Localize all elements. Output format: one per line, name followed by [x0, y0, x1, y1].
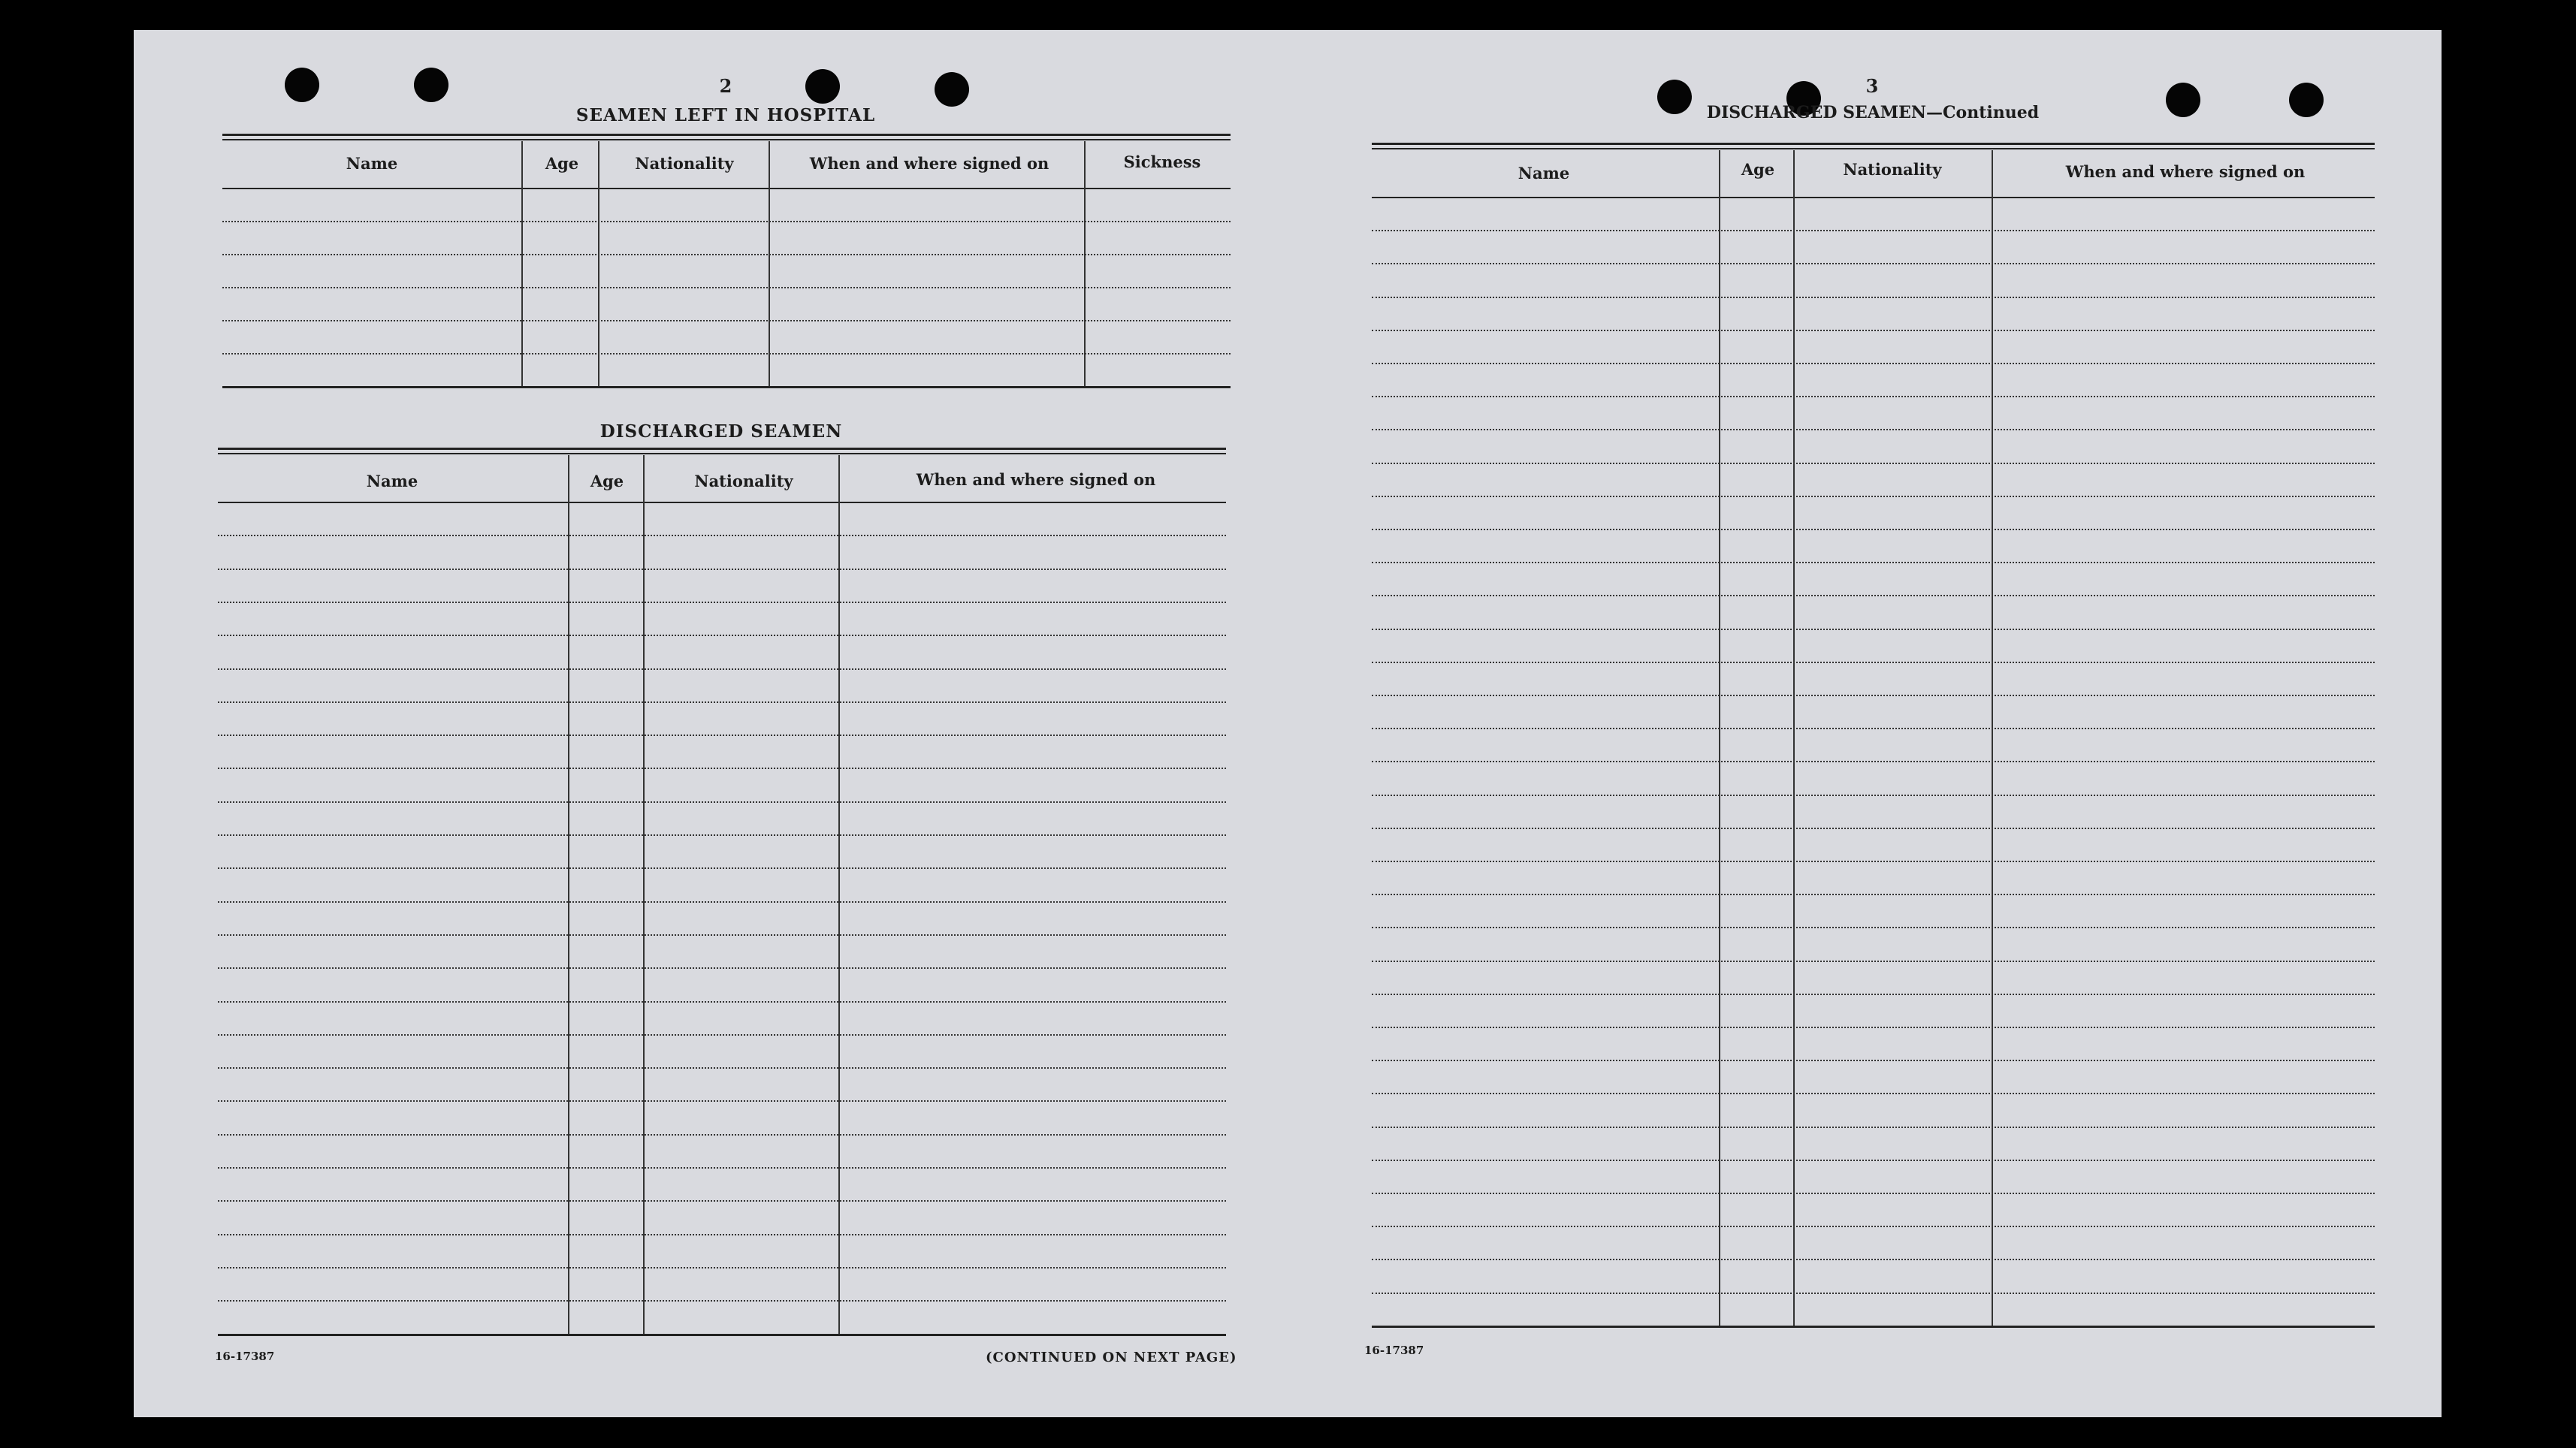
- column-header-name: Name: [366, 472, 418, 490]
- double-rule: [222, 139, 1231, 140]
- table-row: [218, 735, 1226, 736]
- table-row: [1372, 961, 2375, 962]
- table-row: [1372, 1226, 2375, 1227]
- table-row: [218, 1267, 1226, 1269]
- table-row: [1372, 927, 2375, 928]
- header-rule: [222, 188, 1231, 189]
- column-divider: [598, 141, 599, 386]
- column-header-age: Age: [1741, 160, 1775, 179]
- page-number: 2: [719, 75, 732, 97]
- table-row: [1372, 629, 2375, 630]
- table-row: [1372, 795, 2375, 796]
- punch-hole: [414, 68, 448, 102]
- table-row: [218, 1234, 1226, 1235]
- table-row: [222, 353, 1231, 354]
- table-row: [1372, 330, 2375, 331]
- table-row: [1372, 994, 2375, 995]
- double-rule: [218, 453, 1226, 454]
- table-row: [1372, 1060, 2375, 1061]
- table-row: [1372, 761, 2375, 762]
- table-row: [218, 1134, 1226, 1136]
- column-header-name: Name: [1518, 164, 1570, 183]
- table-row: [1372, 1027, 2375, 1028]
- column-divider: [521, 141, 523, 386]
- table-row: [1372, 297, 2375, 298]
- section-title-continued: DISCHARGED SEAMEN—Continued: [1706, 103, 2040, 122]
- table-row: [218, 1034, 1226, 1036]
- section-title-hospital: SEAMEN LEFT IN HOSPITAL: [575, 105, 876, 125]
- column-header-nationality: Nationality: [635, 154, 734, 173]
- table-row: [218, 602, 1226, 603]
- column-header-nationality: Nationality: [1843, 160, 1942, 179]
- table-row: [218, 1300, 1226, 1302]
- table-row: [1372, 496, 2375, 497]
- column-divider: [1084, 141, 1086, 386]
- column-header-signed-on: When and where signed on: [916, 470, 1156, 489]
- table-row: [1372, 396, 2375, 397]
- table-row: [218, 834, 1226, 836]
- column-header-signed-on: When and where signed on: [2065, 162, 2306, 181]
- table-row: [218, 701, 1226, 703]
- bottom-rule: [222, 386, 1231, 388]
- column-divider: [568, 455, 569, 1334]
- column-header-name: Name: [346, 154, 398, 173]
- table-row: [1372, 263, 2375, 264]
- double-rule: [218, 448, 1226, 450]
- table-row: [218, 1067, 1226, 1069]
- column-divider: [838, 455, 840, 1334]
- table-row: [222, 320, 1231, 321]
- table-row: [1372, 230, 2375, 231]
- punch-hole: [935, 72, 969, 107]
- table-row: [1372, 662, 2375, 663]
- table-row: [1372, 861, 2375, 862]
- bottom-rule: [1372, 1326, 2375, 1328]
- form-number: 16-17387: [215, 1350, 275, 1363]
- table-row: [222, 287, 1231, 288]
- table-row: [218, 1001, 1226, 1003]
- bottom-rule: [218, 1334, 1226, 1336]
- punch-hole: [2166, 83, 2200, 117]
- table-row: [1372, 1259, 2375, 1260]
- table-row: [1372, 595, 2375, 596]
- table-row: [1372, 363, 2375, 364]
- table-row: [218, 535, 1226, 536]
- table-row: [1372, 429, 2375, 430]
- table-row: [218, 934, 1226, 936]
- column-header-age: Age: [545, 154, 579, 173]
- table-row: [1372, 828, 2375, 829]
- section-title-discharged: DISCHARGED SEAMEN: [599, 421, 843, 442]
- table-row: [1372, 1093, 2375, 1094]
- table-row: [218, 1200, 1226, 1202]
- column-divider: [769, 141, 770, 386]
- table-row: [218, 901, 1226, 903]
- table-row: [1372, 1160, 2375, 1161]
- punch-hole: [805, 69, 840, 104]
- double-rule: [222, 134, 1231, 136]
- column-header-signed-on: When and where signed on: [809, 154, 1049, 173]
- table-row: [1372, 728, 2375, 729]
- header-rule: [218, 502, 1226, 503]
- double-rule: [1372, 143, 2375, 145]
- column-header-nationality: Nationality: [694, 472, 793, 490]
- table-row: [218, 801, 1226, 803]
- double-rule: [1372, 148, 2375, 149]
- table-row: [222, 254, 1231, 255]
- table-row: [218, 1100, 1226, 1102]
- table-row: [1372, 529, 2375, 530]
- table-row: [218, 635, 1226, 636]
- form-number: 16-17387: [1364, 1344, 1424, 1357]
- column-divider: [1719, 150, 1720, 1326]
- table-row: [1372, 695, 2375, 696]
- table-row: [1372, 562, 2375, 563]
- column-divider: [643, 455, 645, 1334]
- table-row: [222, 221, 1231, 222]
- column-divider: [1992, 150, 1993, 1326]
- table-row: [218, 569, 1226, 570]
- table-row: [218, 867, 1226, 869]
- header-rule: [1372, 197, 2375, 198]
- continued-note: (CONTINUED ON NEXT PAGE): [986, 1350, 1237, 1365]
- table-row: [1372, 463, 2375, 464]
- table-row: [218, 768, 1226, 769]
- left-page: [134, 30, 1351, 1417]
- table-row: [218, 967, 1226, 969]
- page-number: 3: [1865, 75, 1879, 97]
- column-divider: [1793, 150, 1795, 1326]
- column-header-sickness: Sickness: [1123, 152, 1201, 171]
- punch-hole: [1657, 80, 1692, 114]
- column-header-age: Age: [590, 472, 624, 490]
- punch-hole: [2289, 83, 2324, 117]
- table-row: [1372, 1293, 2375, 1294]
- table-row: [1372, 1193, 2375, 1194]
- table-row: [218, 668, 1226, 670]
- table-row: [1372, 894, 2375, 895]
- table-row: [218, 1167, 1226, 1169]
- right-page: [1351, 30, 2442, 1417]
- punch-hole: [285, 68, 319, 102]
- table-row: [1372, 1127, 2375, 1128]
